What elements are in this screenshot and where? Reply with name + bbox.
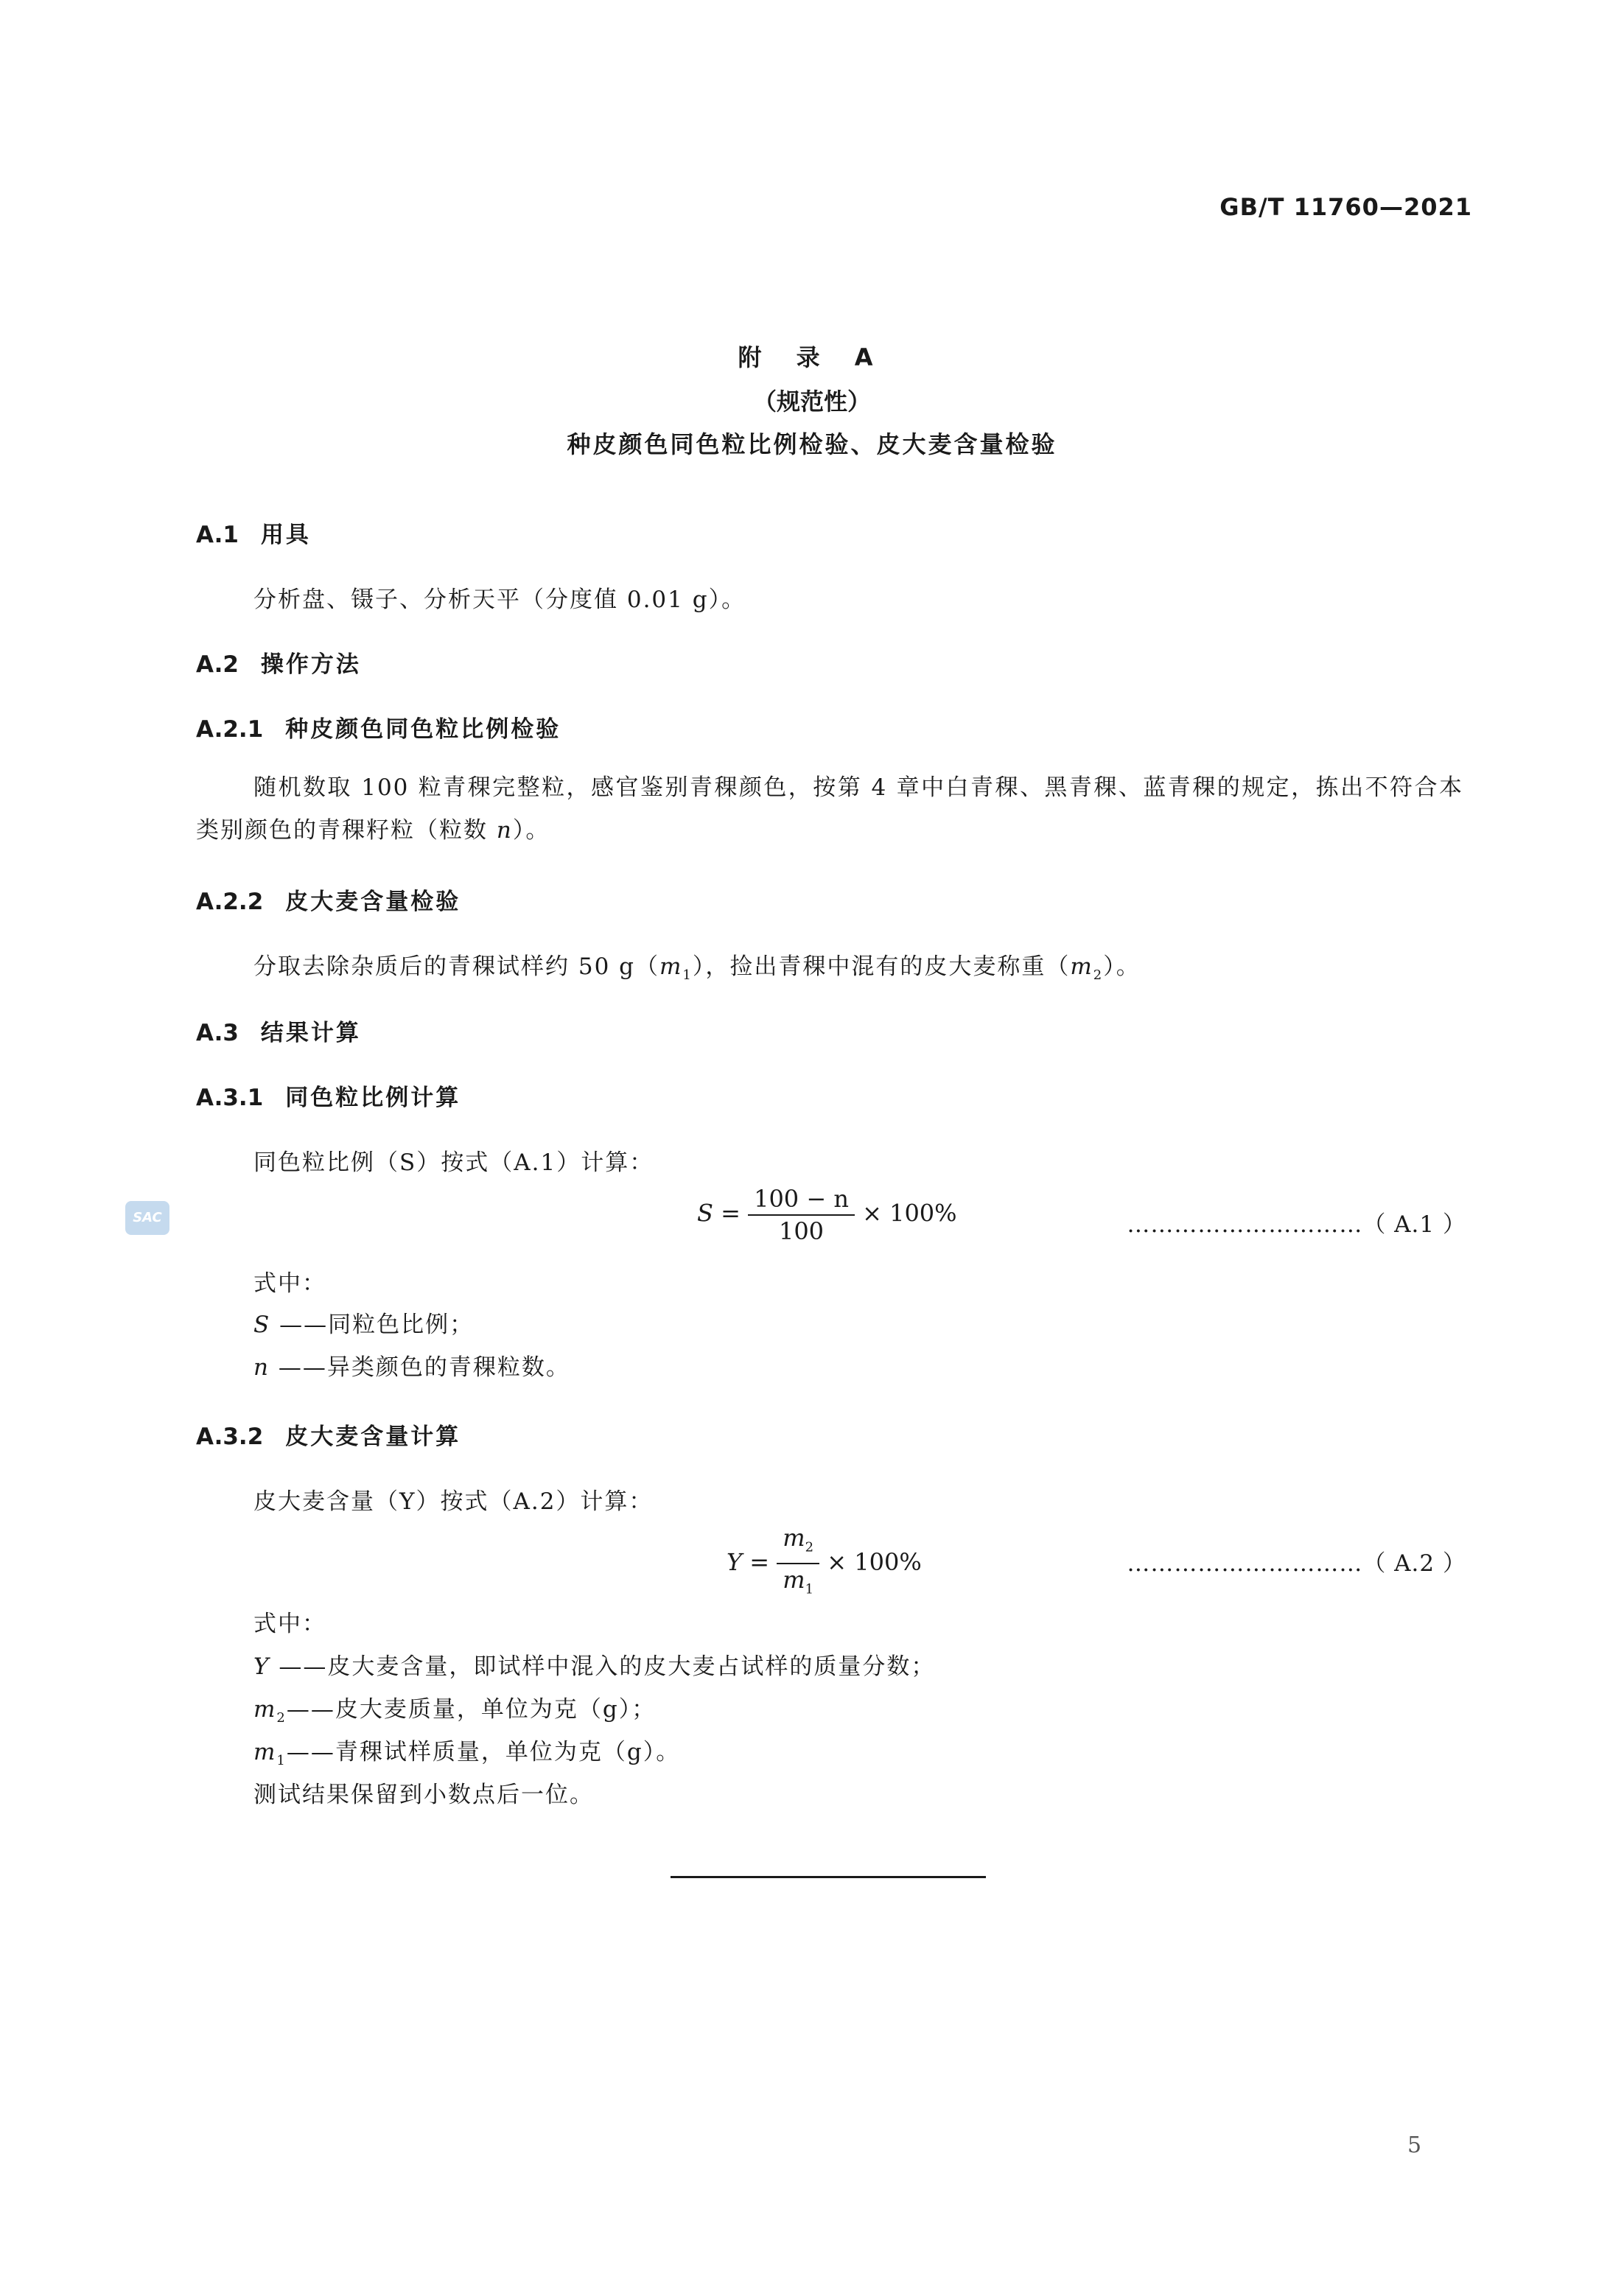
equation-lhs: S =	[697, 1199, 741, 1228]
fraction-denominator: 100	[778, 1217, 825, 1245]
section-number: A.2.1	[196, 716, 264, 743]
section-a21-heading	[196, 710, 561, 743]
section-number: A.3	[196, 1020, 239, 1046]
section-a32-intro: 皮大麦含量（Y）按式（A.2）计算：	[253, 1488, 654, 1515]
section-number: A.3.2	[196, 1424, 264, 1450]
section-a22-heading	[196, 883, 461, 916]
result-precision-note: 测试结果保留到小数点后一位。	[253, 1782, 594, 1808]
section-title: 种皮颜色同色粒比例检验	[285, 716, 561, 743]
section-number: A.1	[196, 522, 239, 548]
section-a3-heading	[196, 1014, 361, 1047]
annex-title: 附 录 A	[738, 343, 886, 371]
equation-a2	[727, 1522, 922, 1606]
section-title: 皮大麦含量计算	[285, 1424, 461, 1450]
section-number: A.3.1	[196, 1085, 264, 1111]
section-title: 用具	[260, 522, 311, 548]
equation-lhs: Y =	[727, 1547, 770, 1576]
definition-m1: $m_1——$青稞试样质量，单位为克（g）。	[253, 1739, 681, 1769]
section-a31-intro: 同色粒比例（S）按式（A.1）计算：	[253, 1149, 654, 1176]
definition-m2: $m_2——$皮大麦质量，单位为克（g）；	[253, 1696, 657, 1726]
fraction-denominator: $m_1$	[783, 1566, 814, 1597]
annex-heading: 种皮颜色同色粒比例检验、皮大麦含量检验	[567, 430, 1057, 458]
section-number: A.2.2	[196, 889, 264, 915]
section-a32-heading	[196, 1418, 461, 1451]
where-label: 式中：	[253, 1270, 326, 1297]
fraction-numerator: 100 − n	[748, 1183, 855, 1216]
section-title: 同色粒比例计算	[285, 1085, 461, 1111]
equation-label-a2: …………………………（ A.2 ）	[1127, 1550, 1466, 1577]
section-a31-heading	[196, 1079, 461, 1112]
standard-code: GB/T 11760—2021	[1219, 193, 1472, 221]
section-number: A.2	[196, 651, 239, 678]
equation-fraction	[748, 1183, 855, 1247]
definition-y: Y ——皮大麦含量，即试样中混入的皮大麦占试样的质量分数；	[253, 1653, 936, 1680]
end-rule	[671, 1876, 986, 1878]
equation-fraction	[777, 1522, 819, 1606]
section-a2-heading	[196, 645, 361, 679]
where-label: 式中：	[253, 1611, 326, 1637]
annex-type: （规范性）	[752, 388, 871, 416]
equation-label-a1: …………………………（ A.1 ）	[1127, 1211, 1466, 1238]
page-number: 5	[1407, 2132, 1422, 2158]
section-a1-text: 分析盘、镊子、分析天平（分度值 0.01 g）。	[253, 587, 746, 613]
section-a21-text: 随机数取 100 粒青稞完整粒，感官鉴别青稞颜色，按第 4 章中白青稞、黑青稞、蓝青稞的规定，拣出不符合本类别颜色的青稞籽粒（粒数 n）。	[196, 774, 1463, 844]
equation-tail: × 100%	[862, 1199, 957, 1228]
section-a1-heading	[196, 516, 311, 549]
definition-n: n ——异类颜色的青稞粒数。	[253, 1354, 570, 1381]
definition-s: S ——同粒色比例；	[253, 1312, 475, 1338]
section-a22-text: 分取去除杂质后的青稞试样约 50 $g(m_1)$，捡出青稞中混有的皮大麦称重$(m_2)$。	[253, 953, 1141, 984]
fraction-numerator: $m_2$	[777, 1522, 819, 1564]
section-title: 结果计算	[260, 1020, 361, 1046]
equation-tail: × 100%	[827, 1547, 922, 1576]
section-title: 皮大麦含量检验	[285, 889, 461, 915]
sac-watermark-logo: SAC	[125, 1201, 169, 1235]
equation-a1	[697, 1183, 957, 1247]
section-title: 操作方法	[260, 651, 361, 678]
